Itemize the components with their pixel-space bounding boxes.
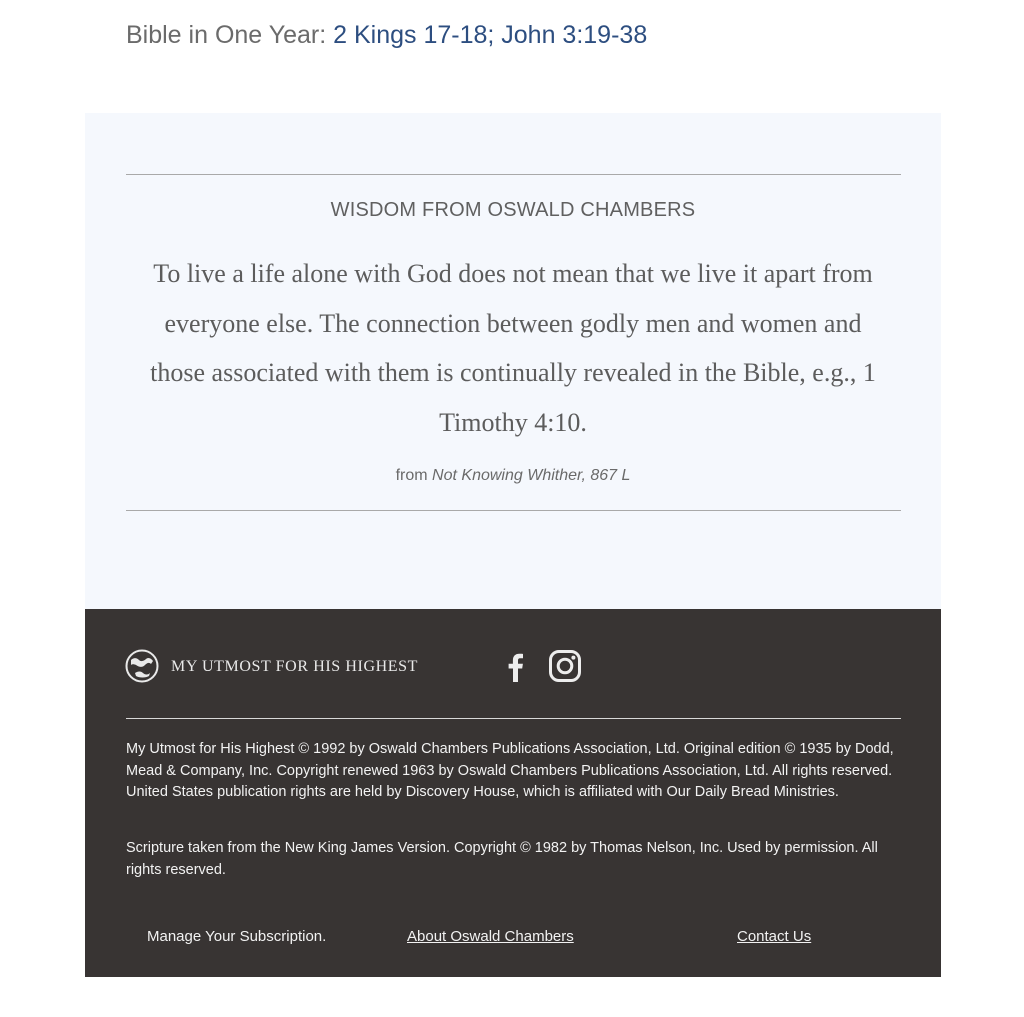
wisdom-quote: To live a life alone with God does not mean that we live it apart from everyone else. The connection between godly men and women and those associated with them is continually revealed in the Bible, e.g., 1 Timothy 4:10. (150, 259, 876, 437)
facebook-icon[interactable] (499, 649, 533, 683)
wisdom-top-divider (126, 174, 901, 175)
about-oswald-chambers-link[interactable]: About Oswald Chambers (407, 928, 574, 945)
footer-divider (126, 718, 901, 719)
reading-passages-link[interactable]: 2 Kings 17-18; John 3:19-38 (333, 21, 648, 49)
copyright-notice: My Utmost for His Highest © 1992 by Oswald Chambers Publications Association, Ltd. Original edition © 1935 by Dodd, Mead & Company, Inc. Copyright renewed 1963 by Oswald Chambers Publications Association, Ltd. All rights reserved. United States publication rights are held by Discovery House, which is affiliated with Our Daily Bread Ministries. (126, 741, 894, 801)
footer-links (85, 928, 941, 952)
wisdom-source (85, 467, 941, 485)
source-prefix: from (395, 467, 428, 484)
footer (85, 609, 941, 977)
wisdom-section (85, 113, 941, 609)
wisdom-heading: WISDOM FROM OSWALD CHAMBERS (330, 199, 696, 221)
bible-in-one-year (126, 18, 647, 52)
reading-label: Bible in One Year: (126, 21, 327, 49)
scripture-notice: Scripture taken from the New King James Version. Copyright © 1982 by Thomas Nelson, Inc. Used by permission. All rights reserved. (126, 840, 878, 878)
manage-subscription-link[interactable]: Manage Your Subscription. (147, 928, 327, 945)
brand-name: MY UTMOST FOR HIS HIGHEST (171, 658, 419, 675)
contact-us-link[interactable]: Contact Us (737, 928, 812, 945)
instagram-icon[interactable] (548, 649, 582, 683)
wisdom-bottom-divider (126, 510, 901, 511)
source-book: Not Knowing Whither, 867 L (432, 467, 631, 484)
globe-icon[interactable] (125, 649, 159, 683)
